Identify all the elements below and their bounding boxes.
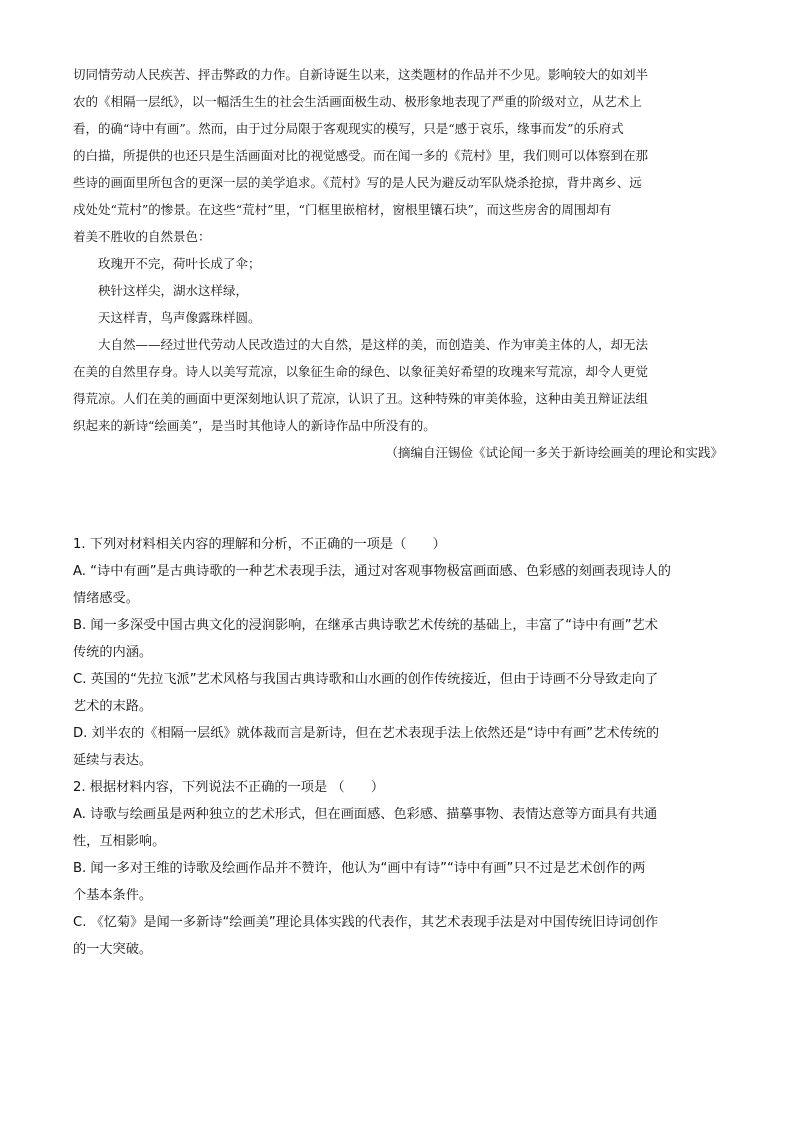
option-b: B. 闻一多对王维的诗歌及绘画作品并不赞许，他认为“画中有诗”“诗中有画”只不过是艺术创作的两	[73, 861, 646, 876]
option-a-cont: 性，互相影响。	[73, 834, 166, 849]
poem-line: 秧针这样尖，湖水这样绿，	[98, 283, 249, 298]
passage-line: 些诗的画面里所包含的更深一层的美学追求。《荒村》写的是人民为避反动军队烧杀抢掠，背井离乡、远	[73, 175, 642, 190]
poem-line: 玫瑰开不完，荷叶长成了伞；	[98, 256, 261, 271]
question-stem: 2. 根据材料内容，下列说法不正确的一项是 （ ）	[73, 780, 385, 795]
passage-line: 戍处处“荒村”的惨景。在这些“荒村”里，“门框里嵌棺材，窗根里镶石块”，而这些房舍的周围却有	[73, 202, 612, 217]
question-stem: 1. 下列对材料相关内容的理解和分析，不正确的一项是（ ）	[73, 537, 446, 552]
passage-line: 织起来的新诗“绘画美”，是当时其他诗人的新诗作品中所没有的。	[73, 418, 436, 433]
passage-line: 大自然——经过世代劳动人民改造过的大自然，是这样的美，而创造美、作为审美主体的人，却无法	[98, 337, 649, 352]
option-b-cont: 个基本条件。	[73, 888, 153, 903]
option-d-cont: 延续与表达。	[73, 753, 153, 768]
passage-line: 着美不胜收的自然景色：	[73, 229, 211, 244]
passage-line: 切同情劳动人民疾苦、抨击弊政的力作。自新诗诞生以来，这类题材的作品并不少见。影响较大的如刘半	[73, 67, 649, 82]
poem-line: 天这样青，鸟声像露珠样圆。	[98, 310, 261, 325]
source-citation: （摘编自汪锡俭《试论闻一多关于新诗绘画美的理论和实践》	[385, 445, 723, 460]
option-c: C. 《忆菊》是闻一多新诗“绘画美”理论具体实践的代表作，其艺术表现手法是对中国传统旧诗词创作	[73, 915, 659, 930]
option-c-cont: 的一大突破。	[73, 942, 153, 957]
question-1	[73, 531, 723, 774]
reading-passage	[73, 61, 723, 466]
option-c: C. 英国的“先拉飞派”艺术风格与我国古典诗歌和山水画的创作传统接近，但由于诗画不分导致走向了	[73, 672, 659, 687]
option-a: A. 诗歌与绘画虽是两种独立的艺术形式，但在画面感、色彩感、描摹事物、表情达意等方面具有共通	[73, 807, 658, 822]
passage-line: 得荒凉。人们在美的画面中更深刻地认识了荒凉，认识了丑。这种特殊的审美体验，这种由美丑辩证法组	[73, 391, 649, 406]
option-a-cont: 情绪感受。	[73, 591, 139, 606]
option-b: B. 闻一多深受中国古典文化的浸润影响，在继承古典诗歌艺术传统的基础上，丰富了“诗中有画”艺术	[73, 618, 658, 633]
passage-line: 在美的自然里存身。诗人以美写荒凉，以象征生命的绿色、以象征美好希望的玫瑰来写荒凉，却令人更觉	[73, 364, 649, 379]
option-c-cont: 艺术的末路。	[73, 699, 153, 714]
questions-section	[73, 531, 723, 963]
question-2	[73, 774, 723, 963]
passage-line: 看，的确“诗中有画”。然而，由于过分局限于客观现实的模写，只是“感于哀乐，缘事而发”的乐府式	[73, 121, 624, 136]
option-d: D. 刘半农的《相隔一层纸》就体裁而言是新诗，但在艺术表现手法上依然还是“诗中有画”艺术传统的	[73, 726, 660, 741]
passage-line: 农的《相隔一层纸》，以一幅活生生的社会生活画面极生动、极形象地表现了严重的阶级对立，从艺术上	[73, 94, 642, 109]
passage-line: 的白描，所提供的也还只是生活画面对比的视觉感受。而在闻一多的《荒村》里，我们则可以体察到在那	[73, 148, 649, 163]
option-a: A. “诗中有画”是古典诗歌的一种艺术表现手法，通过对客观事物极富画面感、色彩感的刻画表现诗人的	[73, 564, 671, 579]
option-b-cont: 传统的内涵。	[73, 645, 153, 660]
